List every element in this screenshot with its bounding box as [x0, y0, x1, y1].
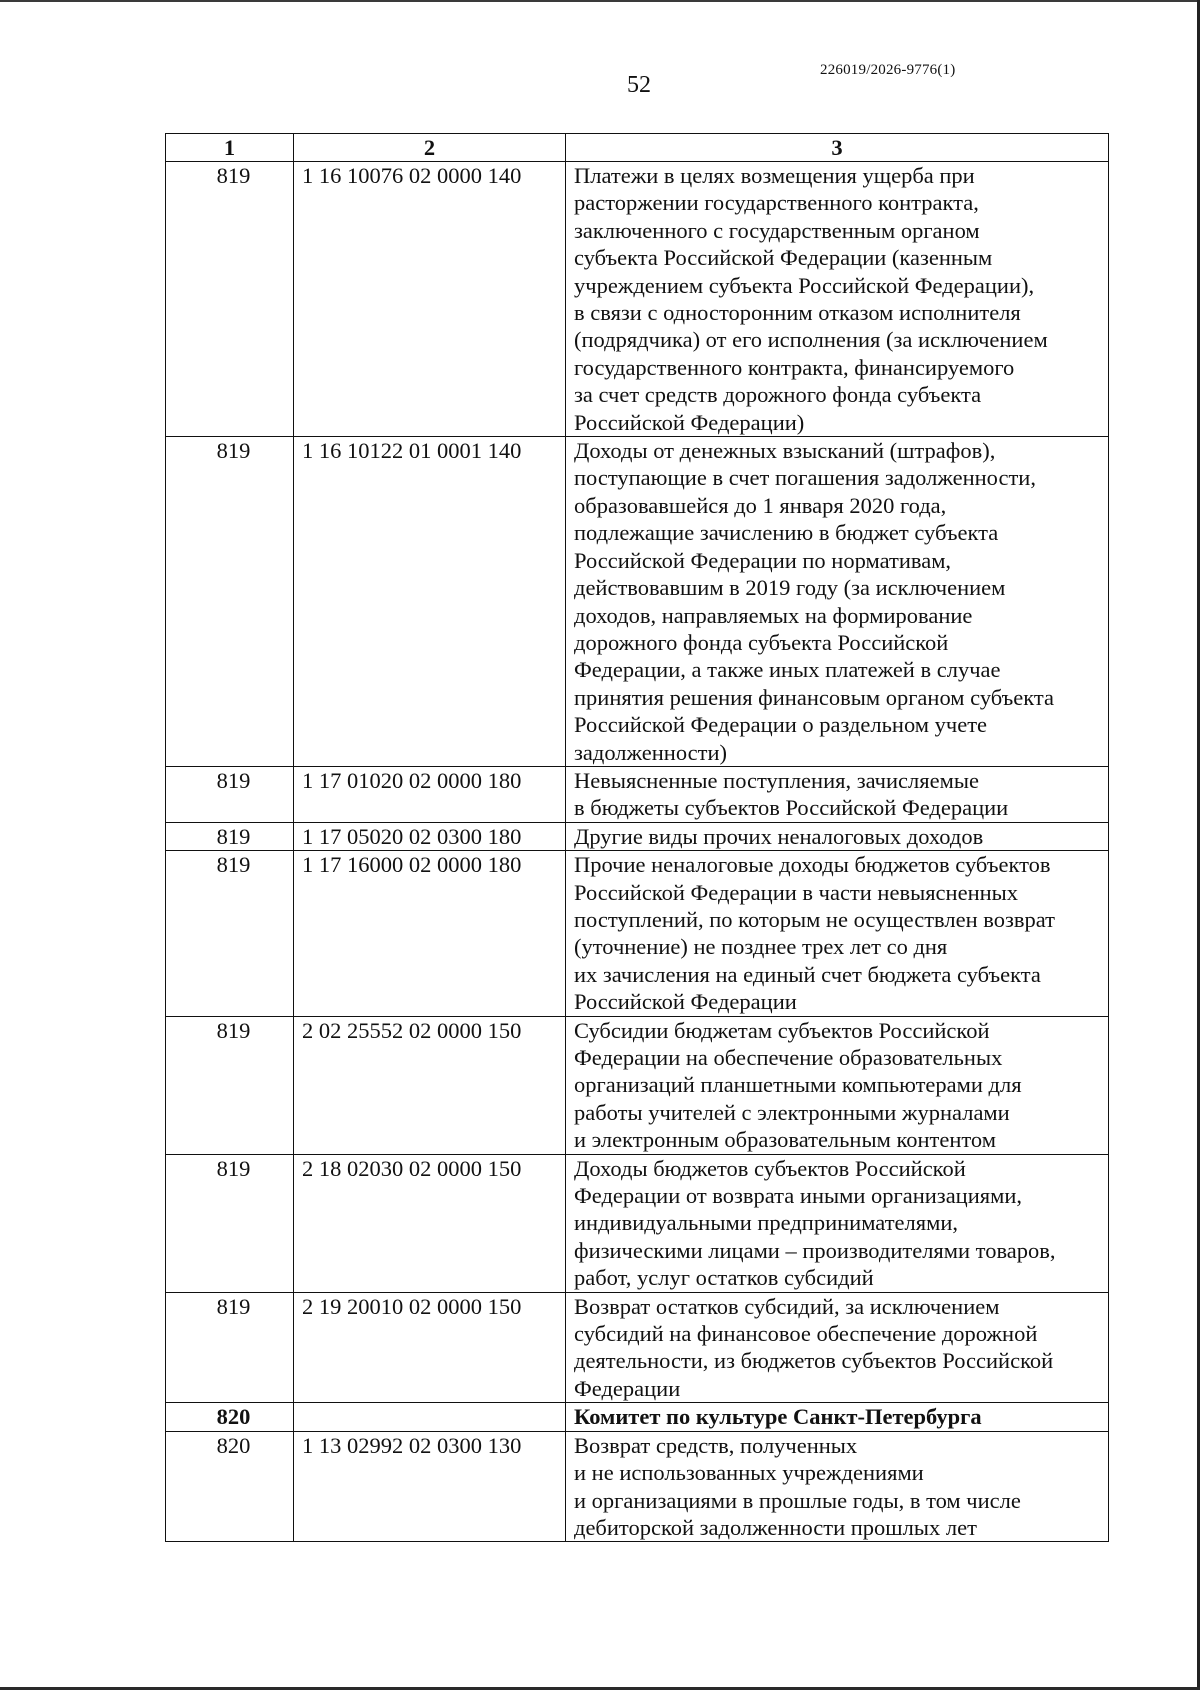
revenue-code-cell: 1 17 16000 02 0000 180 [294, 851, 566, 1016]
table-row [166, 1154, 1109, 1292]
scan-edge-top [0, 0, 1200, 2]
description-line: Федерации [574, 1375, 681, 1401]
description-line: Российской Федерации) [574, 409, 805, 435]
description-line: образовавшейся до 1 января 2020 года, [574, 492, 947, 518]
description-line: индивидуальными предпринимателями, [574, 1210, 959, 1236]
revenue-code-cell [294, 1403, 566, 1431]
description-cell [566, 162, 1109, 437]
description-line: поступающие в счет погашения задолженности, [574, 465, 1036, 491]
description-line: их зачисления на единый счет бюджета субъекта [574, 961, 1041, 987]
description-line: Прочие неналоговые доходы бюджетов субъектов [574, 852, 1051, 878]
description-line: Федерации, а также иных платежей в случае [574, 657, 1001, 683]
description-line: Возврат остатков субсидий, за исключением [574, 1293, 1000, 1319]
revenue-code-cell: 1 16 10122 01 0001 140 [294, 437, 566, 767]
description-line: и не использованных учреждениями [574, 1460, 924, 1486]
admin-code-cell: 819 [166, 1154, 294, 1292]
revenue-code-cell: 2 19 20010 02 0000 150 [294, 1292, 566, 1403]
description-line: физическими лицами – производителями товаров, [574, 1237, 1056, 1263]
table-row [166, 162, 1109, 437]
admin-code-cell: 819 [166, 1292, 294, 1403]
table-row [166, 437, 1109, 767]
description-cell [566, 851, 1109, 1016]
description-cell [566, 437, 1109, 767]
description-line: Федерации от возврата иными организациями, [574, 1183, 1023, 1209]
description-cell [566, 1431, 1109, 1542]
description-line: и организациями в прошлые годы, в том числе [574, 1487, 1021, 1513]
description-line: в связи с односторонним отказом исполнителя [574, 300, 1021, 326]
description-line: работы учителей с электронными журналами [574, 1099, 1010, 1125]
description-line: Российской Федерации [574, 989, 797, 1015]
description-cell [566, 1292, 1109, 1403]
description-line: (уточнение) не позднее трех лет со дня [574, 934, 948, 960]
description-line: Субсидии бюджетам субъектов Российской [574, 1017, 990, 1043]
description-line: Доходы бюджетов субъектов Российской [574, 1155, 966, 1181]
revenue-code-cell: 1 13 02992 02 0300 130 [294, 1431, 566, 1542]
description-cell [566, 822, 1109, 850]
table-row [166, 1292, 1109, 1403]
description-line: дебиторской задолженности прошлых лет [574, 1514, 977, 1540]
description-line: Возврат средств, полученных [574, 1432, 858, 1458]
description-line: принятия решения финансовым органом субъекта [574, 684, 1055, 710]
table-row [166, 1016, 1109, 1154]
description-line: Невыясненные поступления, зачисляемые [574, 767, 979, 793]
column-header-2: 2 [294, 134, 566, 162]
description-line: субъекта Российской Федерации (казенным [574, 245, 993, 271]
admin-code-cell: 819 [166, 437, 294, 767]
revenue-codes-table [165, 133, 1109, 1542]
description-line: Российской Федерации о раздельном учете [574, 712, 988, 738]
description-line: дорожного фонда субъекта Российской [574, 629, 949, 655]
description-line: работ, услуг остатков субсидий [574, 1265, 874, 1291]
description-line: задолженности) [574, 739, 727, 765]
description-line: заключенного с государственным органом [574, 217, 980, 243]
table-header-row [166, 134, 1109, 162]
description-line: Комитет по культуре Санкт-Петербурга [574, 1404, 982, 1430]
table-row [166, 851, 1109, 1016]
admin-code-cell: 820 [166, 1403, 294, 1431]
description-line: доходов, направляемых на формирование [574, 602, 973, 628]
table-row [166, 1403, 1109, 1431]
description-line: расторжении государственного контракта, [574, 190, 979, 216]
admin-code-cell: 819 [166, 766, 294, 822]
document-reference: 226019/2026-9776(1) [820, 62, 956, 78]
revenue-code-cell: 1 17 01020 02 0000 180 [294, 766, 566, 822]
description-line: организаций планшетными компьютерами для [574, 1072, 1022, 1098]
page-number: 52 [627, 72, 651, 98]
description-line: Федерации на обеспечение образовательных [574, 1045, 1003, 1070]
description-line: и электронным образовательным контентом [574, 1127, 996, 1153]
description-line: за счет средств дорожного фонда субъекта [574, 382, 982, 408]
column-header-1: 1 [166, 134, 294, 162]
description-line: подлежащие зачислению в бюджет субъекта [574, 520, 999, 546]
description-line: в бюджеты субъектов Российской Федерации [574, 795, 1009, 821]
description-cell [566, 1403, 1109, 1431]
table-row [166, 822, 1109, 850]
description-line: Российской Федерации в части невыясненных [574, 879, 1019, 905]
admin-code-cell: 819 [166, 1016, 294, 1154]
column-header-3: 3 [566, 134, 1109, 162]
description-line: (подрядчика) от его исполнения (за исключением [574, 327, 1048, 353]
revenue-code-cell: 2 02 25552 02 0000 150 [294, 1016, 566, 1154]
description-line: субсидий на финансовое обеспечение дорожной [574, 1321, 1038, 1347]
description-cell [566, 1016, 1109, 1154]
description-line: Другие виды прочих неналоговых доходов [574, 823, 984, 849]
description-line: государственного контракта, финансируемого [574, 354, 1015, 380]
revenue-code-cell: 2 18 02030 02 0000 150 [294, 1154, 566, 1292]
table-row [166, 766, 1109, 822]
admin-code-cell: 820 [166, 1431, 294, 1542]
description-line: Доходы от денежных взысканий (штрафов), [574, 438, 996, 464]
description-line: Российской Федерации по нормативам, [574, 547, 952, 573]
admin-code-cell: 819 [166, 822, 294, 850]
description-cell [566, 766, 1109, 822]
description-cell [566, 1154, 1109, 1292]
description-line: учреждением субъекта Российской Федерации), [574, 272, 1035, 298]
description-line: Платежи в целях возмещения ущерба при [574, 163, 975, 188]
description-line: деятельности, из бюджетов субъектов Российской [574, 1348, 1054, 1374]
admin-code-cell: 819 [166, 851, 294, 1016]
description-line: поступлений, по которым не осуществлен возврат [574, 906, 1055, 932]
revenue-code-cell: 1 16 10076 02 0000 140 [294, 162, 566, 437]
table-row [166, 1431, 1109, 1542]
table-body [166, 162, 1109, 1542]
description-line: действовавшим в 2019 году (за исключением [574, 575, 1006, 601]
admin-code-cell: 819 [166, 162, 294, 437]
revenue-code-cell: 1 17 05020 02 0300 180 [294, 822, 566, 850]
